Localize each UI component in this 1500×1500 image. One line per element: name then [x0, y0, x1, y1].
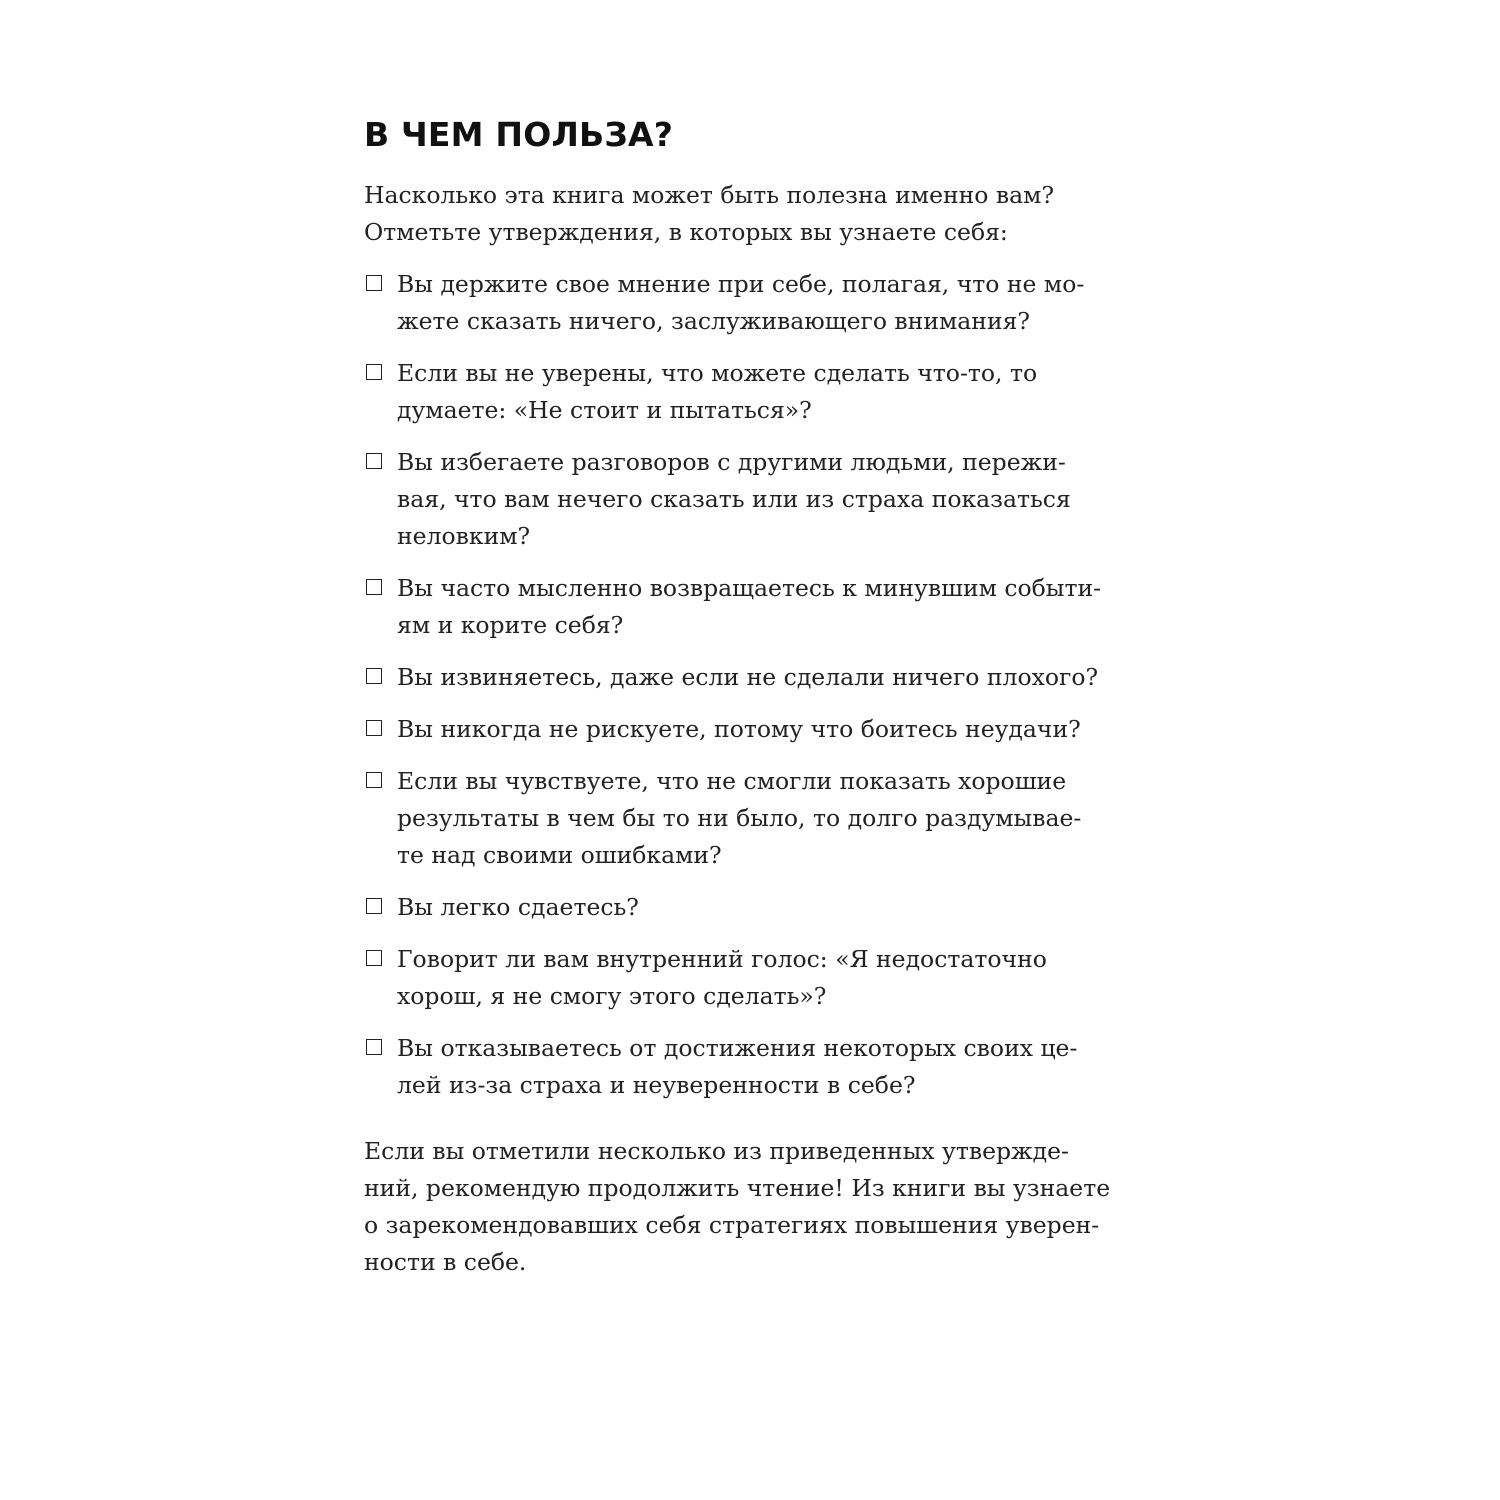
checklist-item — [364, 355, 1104, 429]
page-title: В ЧЕМ ПОЛЬЗА? — [364, 115, 674, 154]
item-line: лей из-за страха и неуверенности в себе? — [397, 1071, 916, 1099]
item-line: неловким? — [397, 522, 531, 550]
checklist-item — [364, 659, 1104, 696]
checkbox[interactable] — [366, 898, 382, 914]
item-line: думаете: «Не стоит и пытаться»? — [397, 396, 812, 424]
checklist-item — [364, 570, 1104, 644]
item-line: Вы извиняетесь, даже если не сделали ничего плохого? — [397, 663, 1099, 691]
book-page — [364, 112, 1111, 1281]
checklist-item — [364, 889, 1104, 926]
checkbox[interactable] — [366, 772, 382, 788]
checkbox[interactable] — [366, 720, 382, 736]
conclusion-paragraph — [364, 1133, 1111, 1281]
intro-paragraph — [364, 177, 1104, 251]
checklist-item — [364, 711, 1104, 748]
checkbox[interactable] — [366, 1039, 382, 1055]
checklist-item — [364, 763, 1104, 874]
item-line: результаты в чем бы то ни было, то долго раздумывае- — [397, 804, 1082, 832]
item-line: те над своими ошибками? — [397, 841, 722, 869]
checkbox[interactable] — [366, 579, 382, 595]
item-line: Если вы чувствуете, что не смогли показать хорошие — [397, 767, 1067, 795]
conclusion-line: ности в себе. — [364, 1248, 527, 1276]
conclusion-line: Если вы отметили несколько из приведенных утвержде- — [364, 1137, 1069, 1165]
item-line: Вы часто мысленно возвращаетесь к минувшим событи- — [397, 574, 1102, 602]
checklist-item — [364, 941, 1104, 1015]
item-line: ям и корите себя? — [397, 611, 624, 639]
item-line: Вы держите свое мнение при себе, полагая, что не мо- — [397, 270, 1085, 298]
checklist-item — [364, 1030, 1104, 1104]
item-line: Говорит ли вам внутренний голос: «Я недостаточно — [397, 945, 1047, 973]
item-line: хорош, я не смогу этого сделать»? — [397, 982, 827, 1010]
checkbox[interactable] — [366, 453, 382, 469]
conclusion-line: ний, рекомендую продолжить чтение! Из книги вы узнаете — [364, 1174, 1111, 1202]
checklist-item — [364, 266, 1104, 340]
conclusion-line: о зарекомендовавших себя стратегиях повышения уверен- — [364, 1211, 1100, 1239]
item-line: Вы отказываетесь от достижения некоторых своих це- — [397, 1034, 1078, 1062]
self-check-list — [364, 266, 1104, 1104]
item-line: Вы никогда не рискуете, потому что боитесь неудачи? — [397, 715, 1081, 743]
checklist-item — [364, 444, 1104, 555]
item-line: Вы легко сдаетесь? — [397, 893, 639, 921]
checkbox[interactable] — [366, 668, 382, 684]
checkbox[interactable] — [366, 364, 382, 380]
intro-line: Насколько эта книга может быть полезна именно вам? — [364, 181, 1055, 209]
item-line: Вы избегаете разговоров с другими людьми, пережи- — [397, 448, 1066, 476]
checkbox[interactable] — [366, 950, 382, 966]
intro-line: Отметьте утверждения, в которых вы узнаете себя: — [364, 218, 1008, 246]
item-line: вая, что вам нечего сказать или из страха показаться — [397, 485, 1071, 513]
item-line: Если вы не уверены, что можете сделать что-то, то — [397, 359, 1038, 387]
checkbox[interactable] — [366, 275, 382, 291]
item-line: жете сказать ничего, заслуживающего внимания? — [397, 307, 1031, 335]
